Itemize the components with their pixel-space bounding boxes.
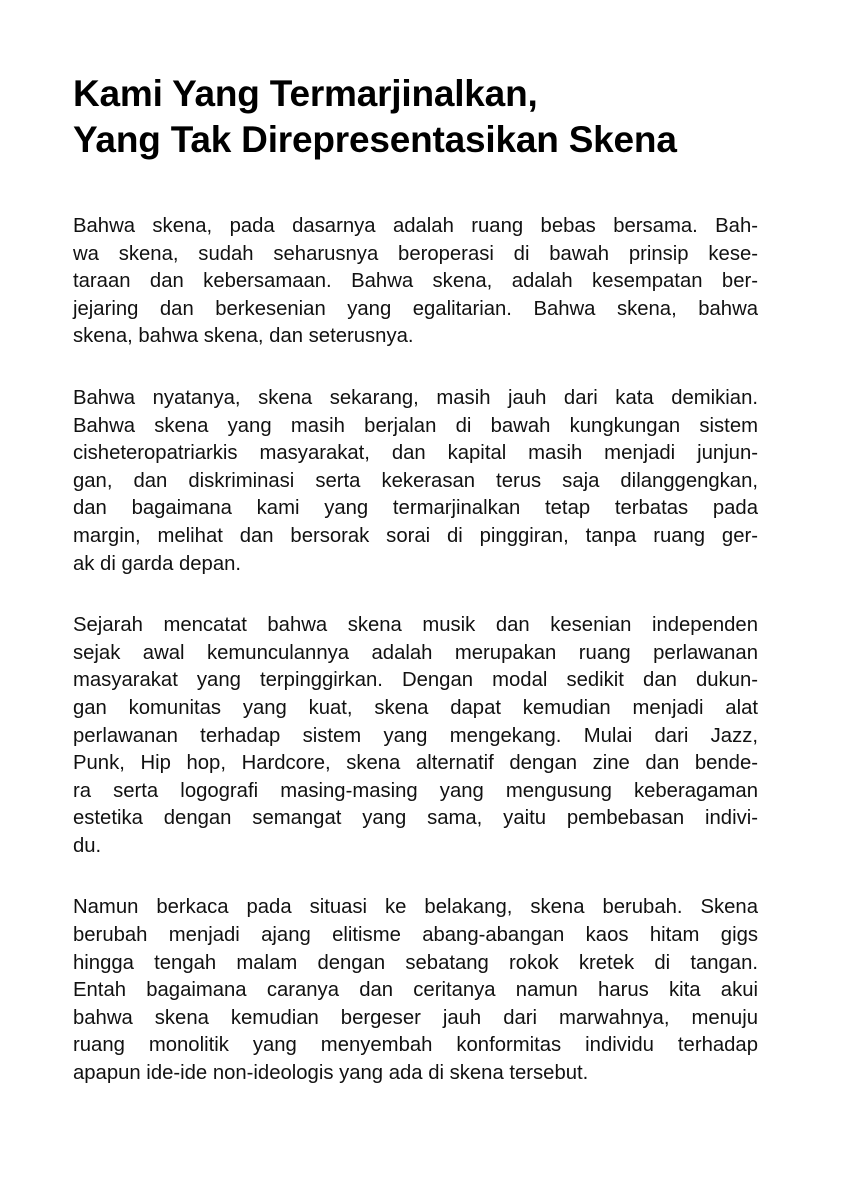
text-line: du. [73,834,102,857]
title-line: Yang Tak Direpresentasikan Skena [73,119,677,160]
text-line: taraan dan kebersamaan. Bahwa skena, adalah kesempatan ber- [73,270,758,293]
text-line: apapun ide-ide non-ideologis yang ada di skena tersebut. [73,1062,589,1085]
text-line: berubah menjadi ajang elitisme abang-abangan kaos hitam gigs [73,924,758,947]
text-line: Entah bagaimana caranya dan ceritanya namun harus kita akui [73,979,758,1002]
text-line: Sejarah mencatat bahwa skena musik dan kesenian independen [73,614,758,637]
text-line: Namun berkaca pada situasi ke belakang, skena berubah. Skena [73,896,758,919]
text-line: estetika dengan semangat yang sama, yaitu pembebasan indivi- [73,807,758,830]
page-title [73,71,758,163]
title-line: Kami Yang Termarjinalkan, [73,73,538,114]
text-line: dan bagaimana kami yang termarjinalkan tetap terbatas pada [73,497,758,520]
article-body [73,213,758,1088]
text-line: gan komunitas yang kuat, skena dapat kemudian menjadi alat [73,696,758,719]
paragraph-1 [73,213,758,351]
text-line: ruang monolitik yang menyembah konformitas individu terhadap [73,1034,758,1057]
text-line: skena, bahwa skena, dan seterusnya. [73,325,414,348]
text-line: gan, dan diskriminasi serta kekerasan terus saja dilanggengkan, [73,469,758,492]
text-line: Bahwa nyatanya, skena sekarang, masih jauh dari kata demikian. [73,386,758,409]
text-line: Bahwa skena yang masih berjalan di bawah kungkungan sistem [73,414,758,437]
paragraph-2 [73,385,758,578]
text-line: jejaring dan berkesenian yang egalitarian. Bahwa skena, bahwa [73,297,758,320]
text-line: wa skena, sudah seharusnya beroperasi di bawah prinsip kese- [73,242,758,265]
text-line: Bahwa skena, pada dasarnya adalah ruang bebas bersama. Bah- [73,215,758,237]
text-line: sejak awal kemunculannya adalah merupakan ruang perlawanan [73,641,758,664]
text-line: Punk, Hip hop, Hardcore, skena alternatif dengan zine dan bende- [73,752,758,775]
text-line: ak di garda depan. [73,552,242,575]
paragraph-4 [73,894,758,1087]
text-line: masyarakat yang terpinggirkan. Dengan modal sedikit dan dukun- [73,669,758,692]
text-line: bahwa skena kemudian bergeser jauh dari marwahnya, menuju [73,1006,758,1029]
document-page [73,71,758,1122]
text-line: margin, melihat dan bersorak sorai di pinggiran, tanpa ruang ger- [73,524,758,547]
text-line: perlawanan terhadap sistem yang mengekang. Mulai dari Jazz, [73,724,758,747]
text-line: hingga tengah malam dengan sebatang rokok kretek di tangan. [73,951,758,974]
paragraph-3 [73,612,758,860]
text-line: cisheteropatriarkis masyarakat, dan kapital masih menjadi junjun- [73,442,758,465]
text-line: ra serta logografi masing-masing yang mengusung keberagaman [73,779,758,802]
